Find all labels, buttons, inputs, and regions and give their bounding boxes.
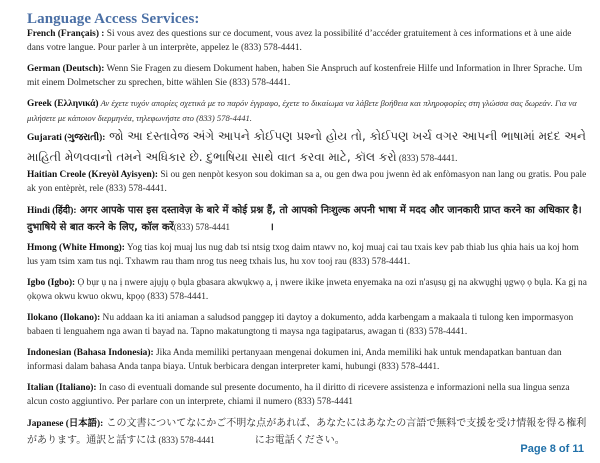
language-label: Japanese (日本語): [27,419,104,429]
language-text: Nu addaan ka iti aniaman a saludsod panggep iti daytoy a dokumento, adda karbengam a makaala ti tulong ken impormasyon babaen ti lenguahem nga awan ti bayad na. Tapno makatungtong ti maysa nga tagipatarus, awagan ti (833) 578-4441. [27,313,574,338]
language-entry-ilokano [27,311,587,340]
language-entry-indonesian [27,346,587,375]
language-label: Hmong (White Hmong): [27,243,125,253]
phone-number: (833) 578-4441. [396,153,458,163]
page-title: Language Access Services: [27,11,200,27]
language-text: Si ou gen nenpòt kesyon sou dokiman sa a, ou gen dwa pou jwenn èd ak enfòmasyon nan lang ou gratis. Pou pale ak yon entèprèt, rele (833) 578-4441. [27,170,587,195]
page-number: Page 8 of 11 [520,443,584,455]
language-text-trailing: にお電話ください。 [254,435,345,446]
language-entry-hmong [27,241,587,270]
language-label: Ilokano (Ilokano): [27,313,101,323]
language-text: अगर आपके पास इस दस्तावेज़ के बारे में कोई प्रश्न हैं, तो आपको निःशुल्क अपनी भाषा में मदद और जानकारी प्राप्त करने का अधिकार है। दुभाषिये से बात करने के लिए, कॉल करें [27,205,582,233]
language-label: French (Français) : [27,29,105,39]
language-entry-french [27,27,587,56]
language-label: Haitian Creole (Kreyòl Ayisyen): [27,170,158,180]
phone-number: (833) 578-4441 [173,222,230,232]
language-text: Si vous avez des questions sur ce document, vous avez la possibilité d’accéder gratuitement à ces informations et à une aide dans votre langue. Pour parler à un interprète, appelez le (833) 578-4441. [27,29,572,54]
language-text: જો આ દસ્તાવેજ અંગે આપને કોઈપણ પ્રશ્નો હોય તો, કોઈપણ ખર્ચ વગર આપની ભાષામાં મદદ અને માહિતી મેળવવાનો તમને અધિકાર છે. દુભાષિયા સાથે વાત કરવા માટે, કૉલ કરો [27,129,586,164]
language-text: Αν έχετε τυχόν απορίες σχετικά με το παρόν έγγραφο, έχετε το δικαίωμα να λάβετε βοήθεια και πληροφορίες στη γλώσσα σας δωρεάν. Για να μιλήσετε με κάποιον διερμηνέα, τηλεφωνήστε στο (833) 578-4441. [27,98,577,124]
language-label: Greek (Ελληνικά) [27,99,99,109]
language-text: この文書についてなにかご不明な点があれば、あなたにはあなたの言語で無料で支援を受け情報を得る権利があります。通訳と話すには [27,418,587,446]
language-entry-german [27,62,587,91]
language-label: Gujarati (ગુજરાતી): [27,133,106,143]
language-entry-japanese [27,416,587,449]
language-entry-greek [27,96,587,127]
language-entry-italian [27,381,587,410]
language-entry-igbo [27,276,587,305]
language-entry-haitian-creole [27,168,587,197]
language-label: Italian (Italiano): [27,383,97,393]
danda-mark: । [270,222,274,233]
language-entry-hindi [27,203,587,236]
language-text: Jika Anda memiliki pertanyaan mengenai dokumen ini, Anda memiliki hak untuk mendapatkan bantuan dan informasi dalam bahasa Anda tanpa biaya. Untuk berbicara dengan interpreter kami, hubungi (833) 578-4441. [27,348,562,373]
language-label: Indonesian (Bahasa Indonesia): [27,348,154,358]
language-entry-gujarati [27,127,587,169]
language-text: Wenn Sie Fragen zu diesem Dokument haben, haben Sie Anspruch auf kostenfreie Hilfe und Information in Ihrer Sprache. Um mit einem Dolmetscher zu sprechen, bitte wählen Sie (833) 578-4441. [27,64,583,89]
phone-number: (833) 578-4441 [156,435,215,445]
language-text: In caso di eventuali domande sul presente documento, ha il diritto di ricevere assistenza e informazioni nella sua lingua senza alcun costo aggiuntivo. Per parlare con un interprete, chiami il numero (833) 578-4441 [27,383,570,408]
language-label: German (Deutsch): [27,64,105,74]
language-label: Hindi (हिंदी): [27,206,77,216]
language-text: Ọ bụr ụ na ị nwere ajụjụ ọ bụla gbasara akwụkwọ a, ị nwere ikike ịnweta enyemaka na ozi n'asụsụ gị na akwụghị ụgwọ ọ bụla. Ka gị na ọkọwa okwu kwuo okwu, kpọọ (833) 578-4441. [27,278,587,303]
language-label: Igbo (Igbo): [27,278,76,288]
language-text: Yog tias koj muaj lus nug dab tsi ntsig txog daim ntawv no, koj muaj cai tau txais kev pab thiab lus qhia hais ua koj hom lus yam tsim xam tus nqi. Txhawm rau tham nrog tus neeg txhais lus, hu xov tooj rau (833) 578-4441. [27,243,579,268]
